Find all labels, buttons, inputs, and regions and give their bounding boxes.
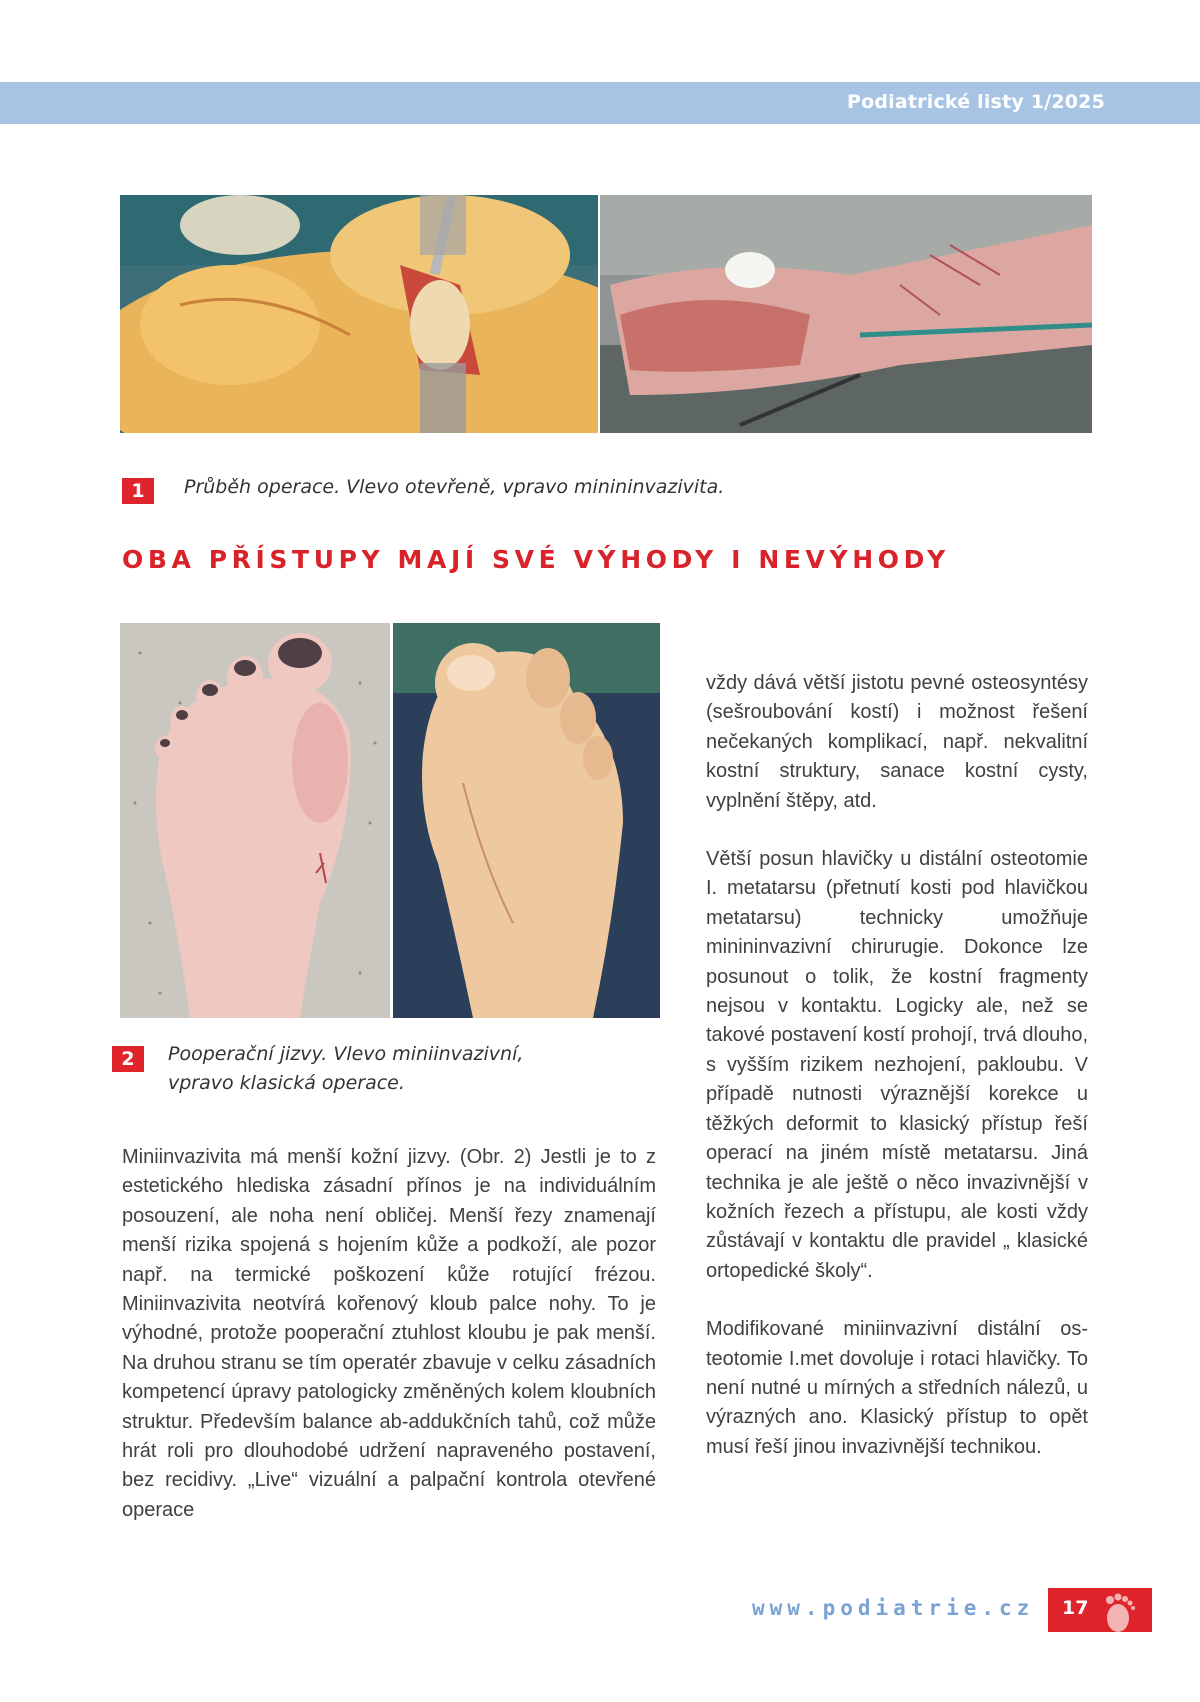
figure-2-caption <box>168 1040 523 1098</box>
figure-1-caption: Průběh operace. Vlevo otevřeně, vpravo minininvazivita. <box>184 476 725 498</box>
surgery-photo-open <box>120 195 598 433</box>
right-column-paragraph-1: vždy dává větší jistotu pevné osteosyntésy (sešroubování kostí) i možnost řešení nečekaných komplikací, např. nekvalitní kostní struktury, sanace kostní cysty, vyplnění štěpy, atd. <box>706 672 1088 812</box>
page-number-box <box>1048 1588 1152 1632</box>
figure-2-number: 2 <box>112 1046 144 1072</box>
page-number: 17 <box>1062 1597 1089 1619</box>
foot-photo-classic <box>393 623 660 1018</box>
right-column <box>706 669 1088 1491</box>
foot-photo-minimally-invasive <box>120 623 390 1018</box>
surgery-photo-minimally-invasive <box>600 195 1092 433</box>
figure-2-caption-line-2: vpravo klasická operace. <box>168 1072 405 1094</box>
left-column <box>122 1143 656 1554</box>
figure-2-caption-line-1: Pooperační jizvy. Vlevo miniinvazivní, <box>168 1043 524 1065</box>
header-bar <box>0 82 1200 124</box>
footprint-icon <box>1092 1588 1144 1632</box>
journal-title: Podiatrické listy 1/2025 <box>846 91 1105 113</box>
figure-1-number: 1 <box>122 478 154 504</box>
right-column-paragraph-2: Větší posun hlavičky u distální osteotomie I. metatarsu (přetnutí kosti pod hlavičkou metatarsu) technicky umožňuje minininvazivní chirurugie. Dokonce lze posunout o tolik, že kostní fragmenty nejsou v kontaktu. Logicky ale, než se takové postavení kostí prohojí, trvá dlouho, s vyšším rizikem nezhojení, pakloubu. V případě nutnosti výraznější korekce u těžkých deformit to klasický přístup řeší operací na jiném místě metatarsu. Jiná technika je ale ještě o něco invazivnější v kožních řezech a přístupu, ale kosti vždy zůstávají v kontaktu dle pravidel „ klasické ortopedické školy“. <box>706 848 1088 1282</box>
right-column-paragraph-3: Modifikované miniinvazivní distální osteotomie I.met dovoluje i rotaci hlavičky. To není nutné u mírných a středních nálezů, u výrazných ano. Klasický přístup to opět musí řeší jinou invazivnější technikou. <box>706 1318 1088 1458</box>
footer-url[interactable]: www.podiatrie.cz <box>752 1596 1035 1620</box>
section-heading: OBA PŘÍSTUPY MAJÍ SVÉ VÝHODY I NEVÝHODY <box>122 545 950 574</box>
left-column-paragraph: Miniinvazivita má menší kožní jizvy. (Obr. 2) Jestli je to z estetického hlediska zásadní přínos je na individuálním posouzení, ale noha není obličej. Menší řezy znamenají menší rizika spojená s hojením kůže a podkoží, ale pozor např. na termické poškození kůže rotující frézou. Miniinvazivita neotvírá kořenový kloub palce nohy. To je výhodné, protože pooperační ztuhlost kloubu je pak menší. Na druhou stranu se tím operatér zbavuje v celku zásadních kompetencí úpravy patologicky změněných kolem kloubních struktur. Především balance ab-addukčních tahů, což může hrát roli pro dlouhodobé udržení napraveného postavení, bez recidivy. „Live“ vizuální a palpační kontrola otevřené operace <box>122 1146 656 1521</box>
